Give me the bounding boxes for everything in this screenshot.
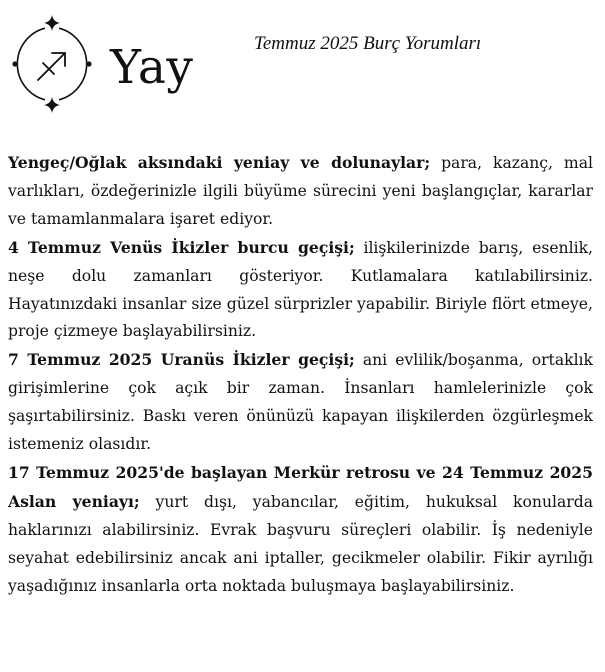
paragraph-uranus-gemini: [8, 346, 593, 459]
paragraph-lead: 4 Temmuz Venüs İkizler burcu geçişi;: [8, 237, 355, 257]
paragraph-text: ilişkilerinizde barış, esenlik, neşe dolu zamanları gösteriyor. Kutlamalara katılabilirsiniz. Hayatınızdaki insanlar size güzel sürprizler yapabilir. Biriyle flört etmeye, proje çizmeye başlayabilirsiniz.: [8, 238, 593, 341]
paragraph-venus-gemini: [8, 234, 593, 347]
page-subtitle: Temmuz 2025 Burç Yorumları: [254, 33, 482, 54]
horoscope-body: [8, 149, 593, 601]
paragraph-text: ani evlilik/boşanma, ortaklık girişimlerine çok açık bir zaman. İnsanları hamlelerinizle çok şaşırtabilirsiniz. Baskı veren önünüzü kapayan ilişkilerden özgürleşmek istemeniz olasıdır.: [8, 351, 593, 454]
paragraph-lead: 7 Temmuz 2025 Uranüs İkizler geçişi;: [8, 350, 355, 370]
sign-title: Yay: [110, 40, 194, 95]
paragraph-mercury-retro: [8, 459, 593, 601]
paragraph-new-full-moons: [8, 149, 593, 234]
sagittarius-zodiac-icon: [6, 12, 98, 116]
paragraph-text: yurt dışı, yabancılar, eğitim, hukuksal konularda haklarınızı alabilirsiniz. Evrak başvuru süreçleri olabilir. İş nedeniyle seyahat edebilirsiniz ancak ani iptaller, gecikmeler olabilir. Fikir ayrılığı yaşadığınız insanlarla orta noktada buluşmaya başlayabilirsiniz.: [8, 492, 594, 595]
paragraph-text: para, kazanç, mal varlıkları, özdeğerinizle ilgili büyüme sürecini yeni başlangıçlar, kararlar ve tamamlanmalara işaret ediyor.: [8, 154, 593, 228]
page-header: [0, 0, 605, 130]
paragraph-lead: Yengeç/Oğlak aksındaki yeniay ve dolunaylar;: [8, 153, 431, 172]
paragraph-lead: 17 Temmuz 2025'de başlayan Merkür retrosu ve 24 Temmuz 2025 Aslan yeniayı;: [8, 462, 593, 511]
